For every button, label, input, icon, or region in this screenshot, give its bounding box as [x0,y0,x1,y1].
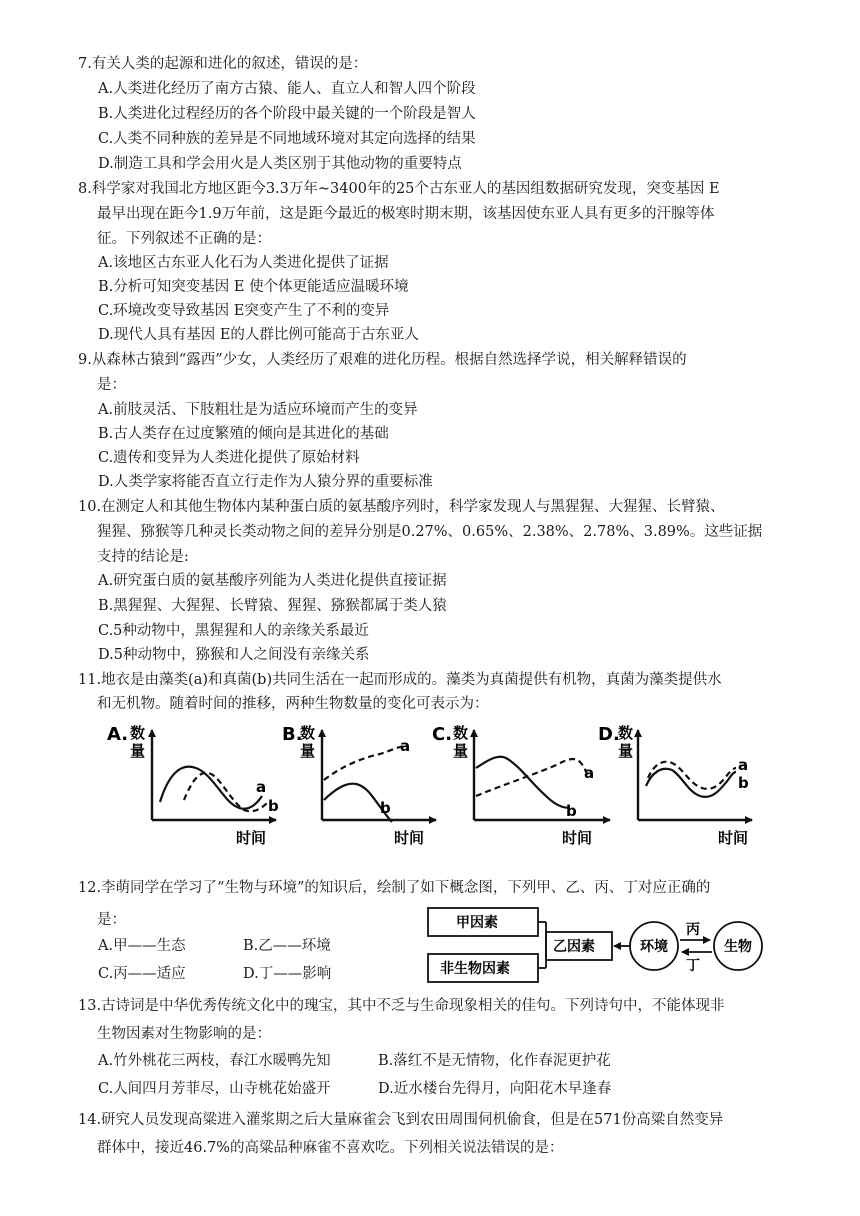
option-a: A.人类进化经历了南方古猿、能人、直立人和智人四个阶段 [98,81,476,97]
chart-b [282,724,436,847]
y-axis-label-top: 数 [453,724,469,742]
option-a: A.竹外桃花三两枝，春江水暖鸭先知 [98,1053,331,1069]
arrow-bottom-label: 丁 [686,958,700,974]
y-axis-label-top: 数 [130,724,146,742]
box-top-label: 甲因素 [456,915,498,931]
question-stem: 14.研究人员发现高粱进入灌浆期之后大量麻雀会飞到农田周围伺机偷食，但是在571份高粱自然变异 [78,1112,724,1128]
concept-map [420,902,760,982]
x-axis-label: 时间 [394,829,425,847]
question-stem-cont: 和无机物。随着时间的推移，两种生物数量的变化可表示为： [97,696,489,712]
series-b-label: b [380,799,391,817]
series-b-label: b [268,797,279,815]
series-a-label: a [738,756,749,774]
box-mid-label: 乙因素 [553,939,595,955]
option-c: C.环境改变导致基因 E突变产生了不利的变异 [98,303,390,319]
option-d: D.丁——影响 [243,966,332,982]
arrow-top-label: 丙 [686,922,700,938]
option-c: C.遗传和变异为人类进化提供了原始材料 [98,450,360,466]
chart-label: C. [432,724,453,745]
chart-label: B. [282,724,303,745]
option-c: C.丙——适应 [98,966,186,982]
question-stem: 9.从森林古猿到“露西”少女，人类经历了艰难的进化历程。根据自然选择学说，相关解释错误的 [78,352,687,368]
option-a: A.该地区古东亚人化石为人类进化提供了证据 [98,255,389,271]
series-b-label: b [738,774,749,792]
question-stem-cont: 征。下列叙述不正确的是： [97,231,271,247]
y-axis-label-bottom: 量 [300,742,316,760]
option-b: B.落红不是无情物，化作春泥更护花 [378,1053,611,1069]
series-a-line [324,746,404,780]
question-stem-cont: 是： [97,377,126,393]
option-d: D.制造工具和学会用火是人类区别于其他动物的重要特点 [98,156,462,172]
option-a: A.甲——生态 [98,938,186,954]
question-stem: 11.地衣是由藻类(a)和真菌(b)共同生活在一起而形成的。藻类为真菌提供有机物，真菌为藻类提供水 [78,672,722,688]
option-d: D.近水楼台先得月，向阳花木早逢春 [378,1081,612,1097]
option-b: B.乙——环境 [243,938,331,954]
x-axis-label: 时间 [236,829,267,847]
x-axis-label: 时间 [718,829,749,847]
option-c: C.人间四月芳菲尽，山寺桃花始盛开 [98,1081,331,1097]
question-stem: 10.在测定人和其他生物体内某种蛋白质的氨基酸序列时，科学家发现人与黑猩猩、大猩猩、长臂猿、 [78,499,725,515]
question-stem-cont: 最早出现在距今1.9万年前，这是距今最近的极寒时期末期，该基因使东亚人具有更多的汗腺等体 [97,206,715,222]
question-stem: 13.古诗词是中华优秀传统文化中的瑰宝，其中不乏与生命现象相关的佳句。下列诗句中，不能体现非 [78,998,725,1014]
series-a-line [476,759,588,796]
option-c: C.5种动物中，黑猩猩和人的亲缘关系最近 [98,623,369,639]
chart-a [107,724,279,847]
chart-label: A. [107,724,129,745]
option-b: B.黑猩猩、大猩猩、长臂猿、猩猩、猕猴都属于类人猿 [98,598,447,614]
option-c: C.人类不同种族的差异是不同地域环境对其定向选择的结果 [98,131,476,147]
box-bottom-label: 非生物因素 [440,961,510,977]
series-a-label: a [400,737,411,755]
y-axis-label-top: 数 [618,724,634,742]
question-stem-cont: 群体中，接近46.7%的高粱品种麻雀不喜欢吃。下列相关说法错误的是： [97,1140,564,1156]
option-a: A.研究蛋白质的氨基酸序列能为人类进化提供直接证据 [98,573,447,589]
y-axis-label-top: 数 [300,724,316,742]
series-a-label: a [256,778,267,796]
y-axis-label-bottom: 量 [618,742,634,760]
option-d: D.现代人具有基因 E的人群比例可能高于古东亚人 [98,327,419,343]
question-stem: 12.李萌同学在学习了“生物与环境”的知识后，绘制了如下概念图，下列甲、乙、丙、丁对应正确的 [78,880,711,896]
question-stem-cont: 猩猩、猕猴等几种灵长类动物之间的差异分别是0.27%、0.65%、2.38%、2.78%、3.89%。这些证据 [97,524,763,540]
x-axis-label: 时间 [562,829,593,847]
question-stem-cont: 是： [97,912,126,928]
option-b: B.分析可知突变基因 E 使个体更能适应温暖环境 [98,279,409,295]
option-d: D.人类学家将能否直立行走作为人猿分界的重要标准 [98,474,433,490]
circle-organism-label: 生物 [724,939,752,955]
y-axis-label-bottom: 量 [453,742,469,760]
question-stem-cont: 支持的结论是: [97,549,189,565]
question-stem-cont: 生物因素对生物影响的是： [97,1026,271,1042]
chart-d [598,724,752,847]
option-b: B.人类进化过程经历的各个阶段中最关键的一个阶段是智人 [98,106,476,122]
chart-c [432,724,610,847]
option-d: D.5种动物中，猕猴和人之间没有亲缘关系 [98,647,370,663]
question-stem: 7.有关人类的起源和进化的叙述，错误的是： [78,56,368,72]
chart-label: D. [598,724,620,745]
q11-charts [0,718,860,858]
option-b: B.古人类存在过度繁殖的倾向是其进化的基础 [98,426,389,442]
y-axis-label-bottom: 量 [130,742,146,760]
option-a: A.前肢灵活、下肢粗壮是为适应环境而产生的变异 [98,402,418,418]
series-b-line [646,769,736,797]
circle-env-label: 环境 [640,939,668,955]
series-b-label: b [566,802,577,820]
series-a-label: a [584,764,595,782]
question-stem: 8.科学家对我国北方地区距今3.3万年~3400年的25个古东亚人的基因组数据研究发现，突变基因 E [78,181,720,197]
